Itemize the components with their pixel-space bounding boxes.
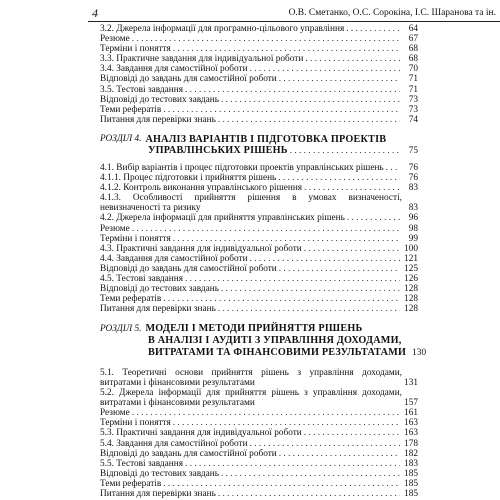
leader-dots	[221, 469, 400, 479]
toc-entry-title: Теми рефератів	[100, 104, 162, 115]
toc-entry-title: 4.3. Практичні завдання для індивідуальної роботи	[100, 243, 302, 254]
chapter-4-title-row	[100, 145, 418, 158]
toc-entry-page: 70	[408, 64, 418, 75]
toc-entry-page: 131	[404, 377, 418, 388]
toc-entry-title: Резюме	[100, 223, 130, 234]
toc-entry	[100, 115, 418, 125]
toc-entry-title: Питання для перевірки знань	[100, 114, 216, 125]
toc-entry-page: 96	[408, 213, 418, 224]
toc-entry-page: 76	[408, 162, 418, 173]
toc-entry-title: 4.2. Джерела інформації для прийняття управлінських рішень	[100, 213, 345, 224]
leader-dots	[163, 105, 400, 115]
toc-entry-page: 74	[408, 114, 418, 125]
toc-entry-title: Питання для перевірки знань	[100, 304, 216, 315]
chapter-4-heading	[100, 134, 418, 146]
toc-entry	[100, 54, 418, 64]
toc-entry	[100, 388, 418, 408]
leader-dots	[279, 449, 400, 459]
leader-dots	[221, 284, 400, 294]
toc-entry	[100, 418, 418, 428]
leader-dots	[218, 115, 400, 125]
leader-dots	[132, 34, 400, 44]
toc-entry-page: 64	[408, 24, 418, 34]
toc-entry-page: 185	[404, 468, 418, 479]
leader-dots	[290, 146, 400, 158]
toc-entry-title: Теми рефератів	[100, 478, 162, 489]
toc-entry-page: 71	[408, 84, 418, 95]
toc-entry-title: Резюме	[100, 408, 130, 419]
toc-entry	[100, 439, 418, 449]
header-rule	[88, 21, 500, 22]
toc-entry	[100, 183, 418, 193]
toc-entry-page: 183	[404, 458, 418, 469]
toc-entry-page: 71	[408, 74, 418, 85]
toc-entry	[100, 24, 418, 34]
leader-dots	[304, 244, 400, 254]
chapter-label: РОЗДІЛ 4.	[100, 134, 142, 145]
toc-entry-page: 98	[408, 223, 418, 234]
toc-entry-page: 161	[404, 408, 418, 419]
toc-entry-page: 185	[404, 488, 418, 499]
page-number: 4	[92, 6, 98, 20]
toc-entry-page: 128	[404, 304, 418, 315]
toc-entry-title: Терміни і поняття	[100, 418, 171, 429]
toc-entry	[100, 163, 418, 173]
chapter-5-title-row-3	[100, 347, 427, 360]
leader-dots	[250, 439, 400, 449]
toc-entry-page: 182	[404, 448, 418, 459]
toc-entry	[100, 74, 418, 84]
toc-entry-title: 3.4. Завдання для самостійної роботи	[100, 64, 248, 75]
toc-entry	[100, 234, 418, 244]
toc-entry-title: Відповіді до завдань для самостійної роботи	[100, 74, 277, 85]
toc-entry-page: 185	[404, 478, 418, 489]
table-of-contents	[100, 24, 427, 499]
chapter-label: РОЗДІЛ 5.	[100, 323, 142, 334]
leader-dots	[173, 234, 400, 244]
toc-entry-title: 4.1. Вибір варіантів і процес підготовки проектів управлінських рішень	[100, 162, 384, 173]
leader-dots	[250, 64, 400, 74]
toc-entry	[100, 95, 418, 105]
chapter-title-line: В АНАЛІЗІ І АУДИТІ З УПРАВЛІННЯ ДОХОДАМИ,	[148, 334, 402, 346]
leader-dots	[163, 479, 400, 489]
toc-entry-page: 125	[404, 263, 418, 274]
toc-entry	[100, 173, 418, 183]
toc-entry-page: 121	[404, 253, 418, 264]
toc-entry	[100, 449, 418, 459]
toc-entry	[100, 34, 418, 44]
page-header	[88, 6, 500, 20]
toc-entry-title: Терміни і поняття	[100, 233, 171, 244]
toc-entry-title: 3.5. Тестові завдання	[100, 84, 184, 95]
toc-entry-title: 4.5. Тестові завдання	[100, 273, 184, 284]
toc-entry-page: 128	[404, 284, 418, 295]
leader-dots	[173, 44, 400, 54]
toc-entry-page: 68	[408, 54, 418, 65]
toc-entry	[100, 368, 418, 388]
leader-dots	[185, 274, 400, 284]
toc-entry	[100, 64, 418, 74]
toc-entry-page: 126	[404, 273, 418, 284]
toc-entry	[100, 284, 418, 294]
leader-dots	[132, 224, 400, 234]
toc-entry-title: Питання для перевірки знань	[100, 488, 216, 499]
running-head: О.В. Сметанко, О.С. Сорокіна, І.С. Шаранова та ін.	[288, 8, 496, 18]
toc-entry-title: 4.1.1. Процес підготовки і прийняття рішень	[100, 173, 277, 184]
leader-dots	[221, 95, 400, 105]
toc-entry-page: 128	[404, 294, 418, 305]
toc-page: 130	[412, 348, 427, 359]
toc-section-3-continued	[100, 24, 418, 125]
spacer	[100, 360, 418, 368]
leader-dots	[279, 264, 400, 274]
toc-entry	[100, 304, 418, 314]
chapter-title-line: УПРАВЛІНСЬКИХ РІШЕНЬ	[148, 145, 288, 157]
toc-entry	[100, 105, 418, 115]
toc-section-4	[100, 163, 418, 314]
toc-entry-title: Відповіді до завдань для самостійної роботи	[100, 448, 277, 459]
toc-entry	[100, 408, 418, 418]
toc-entry-title: Резюме	[100, 34, 130, 45]
toc-section-5	[100, 368, 418, 499]
leader-dots	[218, 304, 400, 314]
toc-entry-page: 83	[408, 203, 418, 214]
toc-entry-page: 76	[408, 173, 418, 184]
toc-entry-title: Відповіді до тестових завдань	[100, 94, 219, 105]
toc-entry	[100, 428, 418, 438]
toc-entry	[100, 489, 418, 499]
leader-dots	[185, 459, 400, 469]
leader-dots	[173, 418, 400, 428]
chapter-title-line: МОДЕЛІ І МЕТОДИ ПРИЙНЯТТЯ РІШЕНЬ	[145, 323, 363, 335]
leader-dots	[304, 183, 400, 193]
toc-entry-page: 73	[408, 94, 418, 105]
leader-dots	[278, 173, 400, 183]
toc-entry-title: 5.3. Практичні завдання для індивідуальної роботи	[100, 428, 302, 439]
toc-entry-title: Відповіді до тестових завдань	[100, 284, 219, 295]
toc-entry-title: Терміни і поняття	[100, 44, 171, 55]
toc-entry	[100, 479, 418, 489]
toc-entry-title: 3.2. Джерела інформації для програмно-цільового управління	[100, 24, 345, 34]
toc-entry	[100, 264, 418, 274]
toc-entry-title: 3.3. Практичне завдання для індивідуальної роботи	[100, 54, 304, 65]
chapter-5-title-row-2	[100, 335, 418, 348]
toc-page: 75	[408, 146, 418, 157]
toc-entry-title: 5.2. Джерела інформації для прийняття рішень з управління доходами, витратами і фінансовими результатами	[100, 388, 402, 409]
toc-entry-page: 73	[408, 104, 418, 115]
leader-dots	[386, 163, 400, 173]
leader-dots	[305, 54, 400, 64]
leader-dots	[346, 24, 400, 34]
toc-entry-title: Відповіді до завдань для самостійної роботи	[100, 263, 277, 274]
toc-entry	[100, 459, 418, 469]
toc-entry-page: 100	[404, 243, 418, 254]
chapter-title-line: АНАЛІЗ ВАРІАНТІВ І ПІДГОТОВКА ПРОЕКТІВ	[145, 133, 387, 145]
leader-dots	[250, 254, 400, 264]
toc-entry	[100, 44, 418, 54]
leader-dots	[304, 428, 400, 438]
toc-entry-page: 83	[408, 183, 418, 194]
toc-entry	[100, 193, 418, 213]
leader-dots	[185, 85, 400, 95]
toc-entry-page: 163	[404, 418, 418, 429]
toc-entry	[100, 244, 418, 254]
leader-dots	[163, 294, 400, 304]
leader-dots	[218, 489, 400, 499]
toc-entry	[100, 294, 418, 304]
toc-entry-page: 99	[408, 233, 418, 244]
toc-entry-page: 68	[408, 44, 418, 55]
toc-entry-title: 5.4. Завдання для самостійної роботи	[100, 438, 248, 449]
toc-entry-title: 4.4. Завдання для самостійної роботи	[100, 253, 248, 264]
toc-entry	[100, 254, 418, 264]
toc-entry-title: 5.5. Тестові завдання	[100, 458, 184, 469]
toc-entry-page: 178	[404, 438, 418, 449]
toc-entry-title: 4.1.2. Контроль виконання управлінського рішення	[100, 183, 303, 194]
leader-dots	[279, 74, 400, 84]
chapter-title-line: ВИТРАТАМИ ТА ФІНАНСОВИМИ РЕЗУЛЬТАТАМИ	[148, 347, 407, 359]
toc-entry-page: 67	[408, 34, 418, 45]
toc-entry	[100, 274, 418, 284]
leader-dots	[132, 408, 400, 418]
toc-entry-title: 5.1. Теоретичні основи прийняття рішень з управління доходами, витратами і фінансовими результатами	[100, 367, 402, 388]
toc-entry-page: 163	[404, 428, 418, 439]
toc-entry-title: Відповіді до тестових завдань	[100, 468, 219, 479]
toc-entry	[100, 469, 418, 479]
toc-entry-title: Теми рефератів	[100, 294, 162, 305]
leader-dots	[347, 213, 400, 223]
toc-entry-title: 4.1.3. Особливості прийняття рішення в умовах визначеності, невизначеності та ризику	[100, 193, 402, 214]
toc-entry	[100, 213, 418, 223]
toc-entry	[100, 85, 418, 95]
chapter-5-heading	[100, 323, 418, 335]
toc-entry-page: 157	[404, 398, 418, 409]
toc-entry	[100, 224, 418, 234]
